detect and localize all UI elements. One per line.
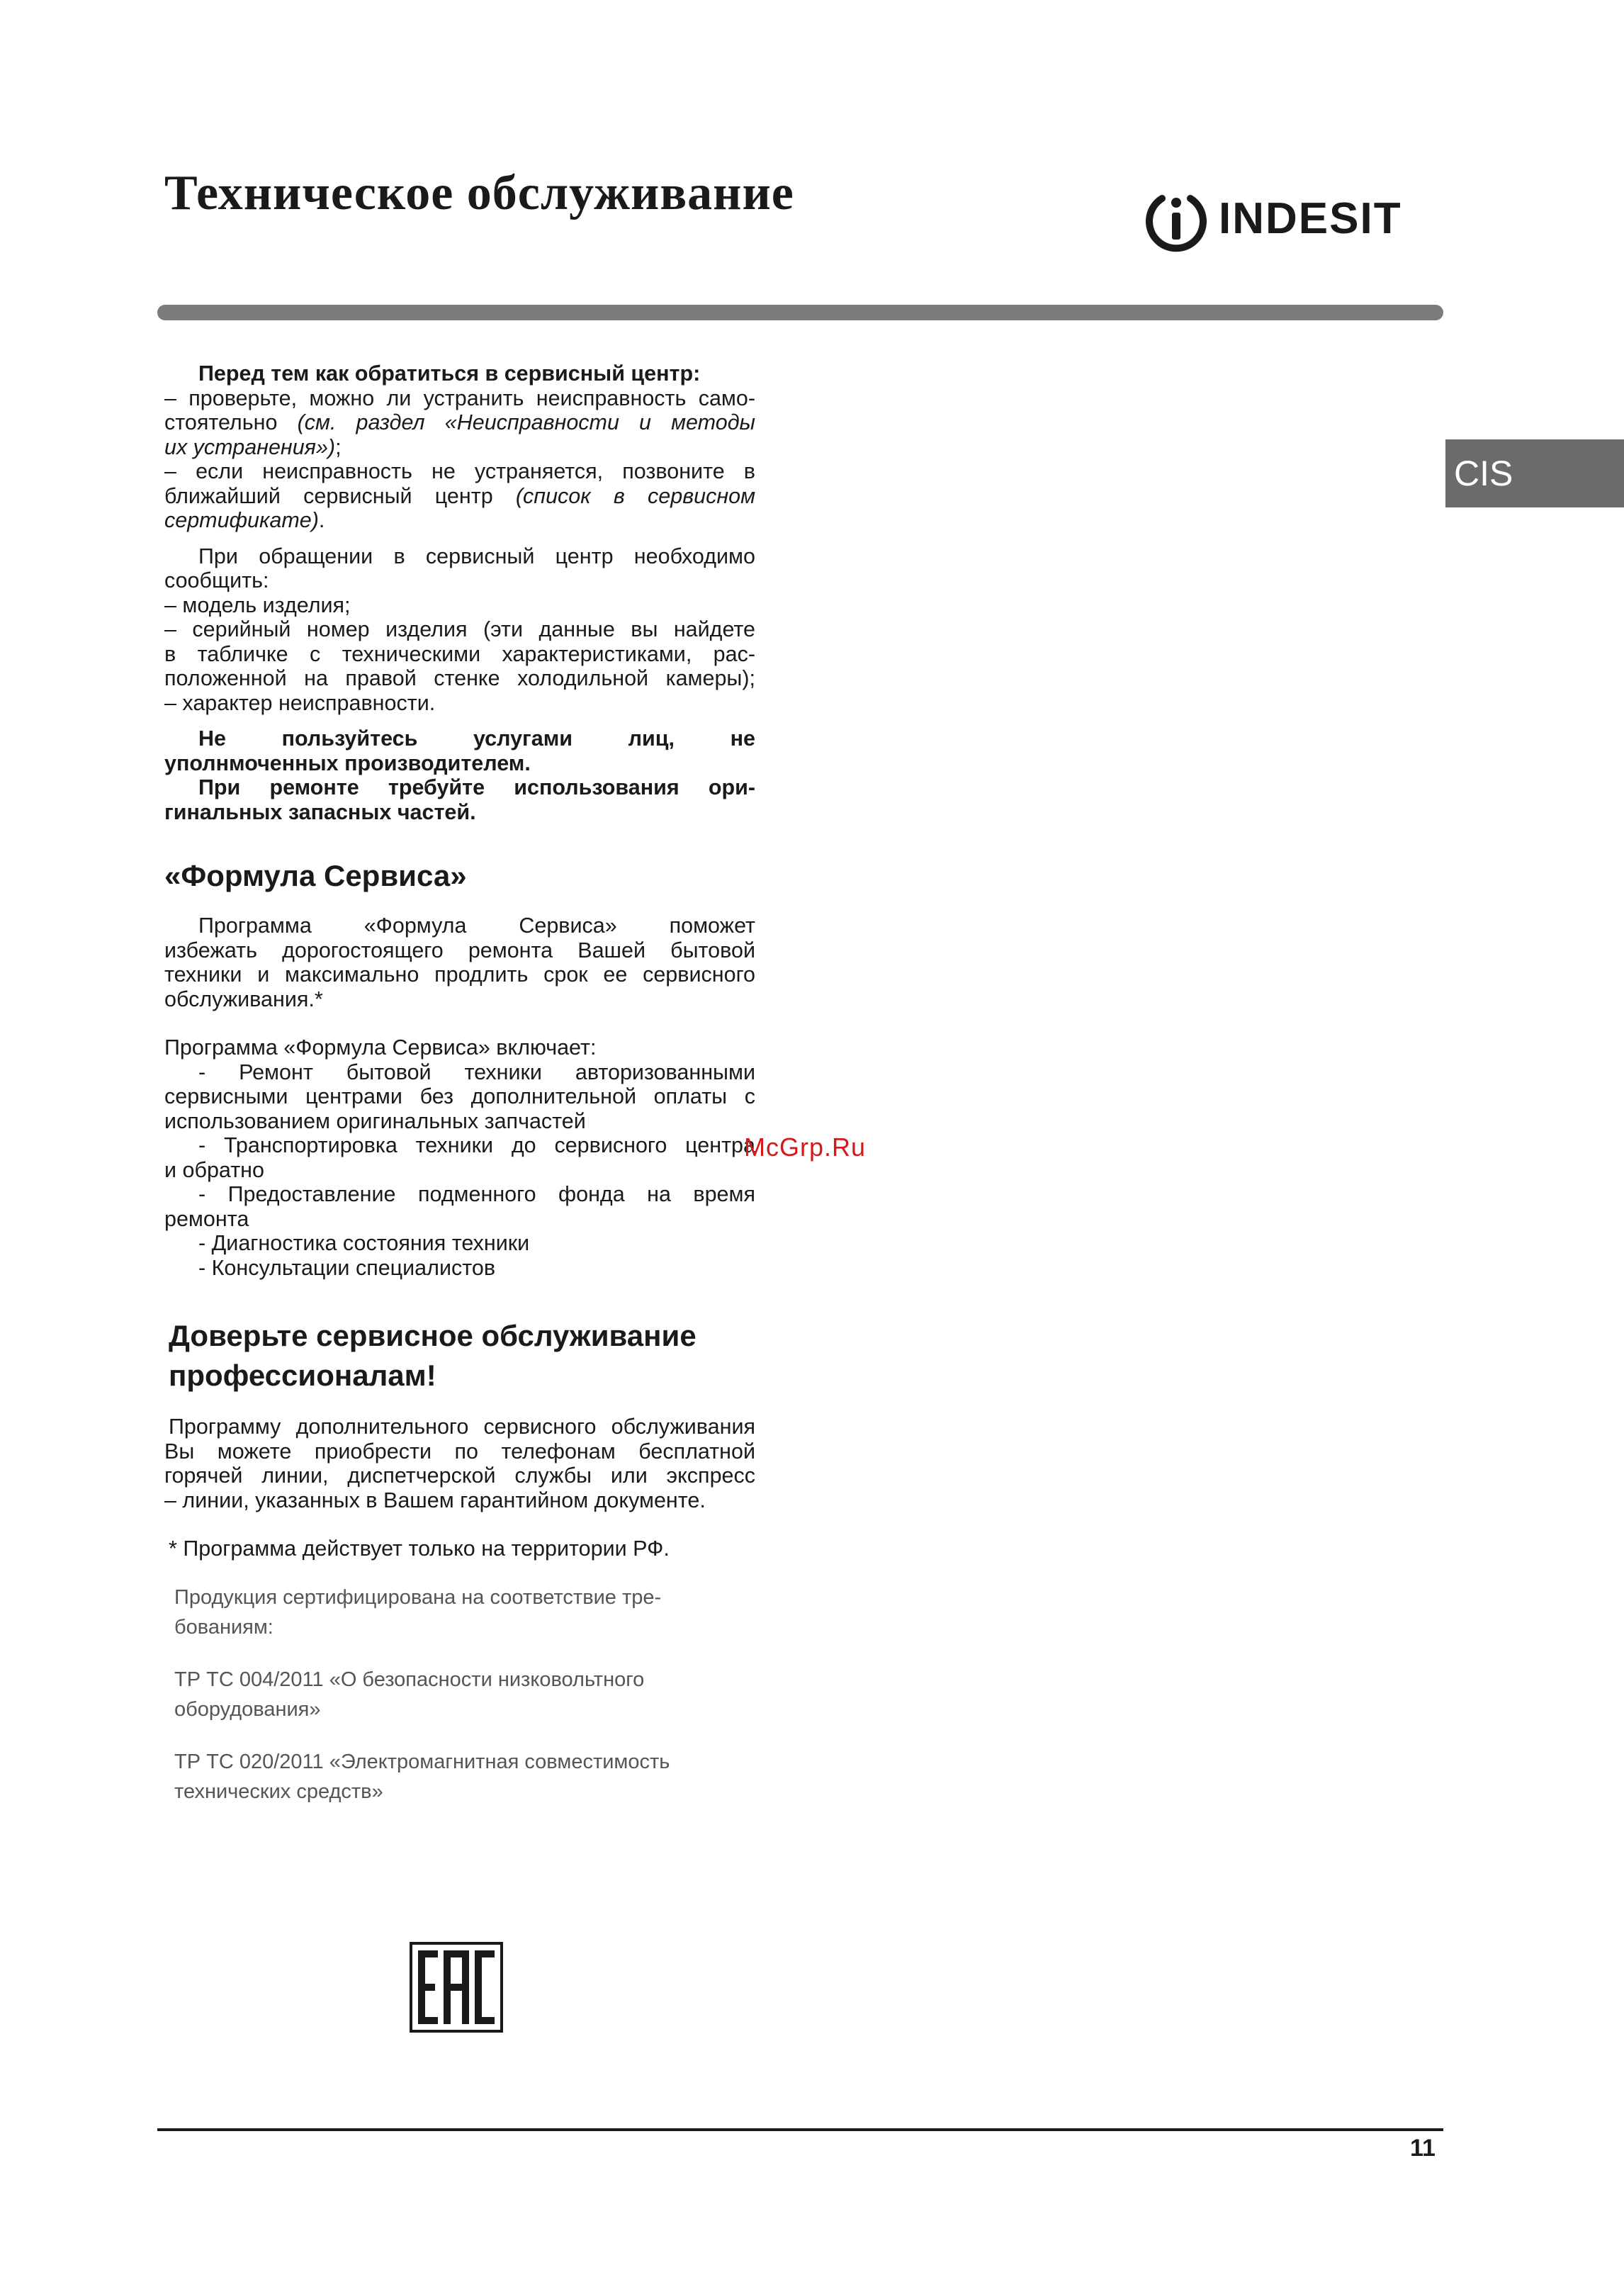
indesit-logo xyxy=(1141,183,1402,254)
formula-item: и обратно xyxy=(164,1157,264,1182)
trust-body-line: Программу дополнительного сервисного обслуживания xyxy=(169,1415,755,1439)
trust-body-line: – линии, указанных в Вашем гарантийном документе. xyxy=(164,1488,706,1512)
section1-line: их устранения»); xyxy=(164,434,342,459)
warning-line: При ремонте требуйте использования ори- xyxy=(198,775,755,799)
language-tab: CIS xyxy=(1445,439,1624,507)
brand-name: INDESIT xyxy=(1219,193,1402,243)
footnote: * Программа действует только на территории РФ. xyxy=(169,1537,670,1561)
section1-line: – если неисправность не устраняется, позвоните в xyxy=(164,459,755,483)
eac-mark-icon xyxy=(410,1942,503,2033)
section1-line: стоятельно (см. раздел «Неисправности и методы xyxy=(164,410,756,434)
header-divider xyxy=(157,305,1443,320)
indesit-power-icon xyxy=(1141,183,1212,254)
footer-divider xyxy=(157,2128,1443,2131)
formula-item: - Диагностика состояния техники xyxy=(198,1231,530,1255)
formula-intro-line: обслуживания.* xyxy=(164,987,323,1011)
trust-heading-line1: Доверьте сервисное обслуживание xyxy=(169,1319,697,1352)
cert-intro: Продукция сертифицирована на соответствие тре- бованиям: xyxy=(174,1585,662,1639)
section2-line: положенной на правой стенке холодильной камеры); xyxy=(164,666,755,690)
watermark: McGrp.Ru xyxy=(744,1133,867,1162)
formula-item: сервисными центрами без дополнительной оплаты с xyxy=(164,1084,755,1108)
page-number: 11 xyxy=(1410,2135,1436,2162)
section2-line: в табличке с техническими характеристиками, рас- xyxy=(164,641,755,666)
formula-item: - Предоставление подменного фонда на время xyxy=(198,1182,755,1206)
formula-heading: «Формула Сервиса» xyxy=(164,859,467,892)
section2-line: – модель изделия; xyxy=(164,592,351,617)
formula-item: ремонта xyxy=(164,1206,249,1231)
warning-line: гинальных запасных частей. xyxy=(164,799,476,824)
formula-item: - Транспортировка техники до сервисного центра xyxy=(198,1133,755,1157)
trust-body-line: Вы можете приобрести по телефонам бесплатной xyxy=(164,1439,755,1464)
formula-item: - Консультации специалистов xyxy=(198,1255,496,1280)
formula-item: использованием оригинальных запчастей xyxy=(164,1108,586,1133)
section2-line: – серийный номер изделия (эти данные вы найдете xyxy=(164,617,755,641)
formula-item: - Ремонт бытовой техники авторизованными xyxy=(198,1060,755,1084)
section2-line: – характер неисправности. xyxy=(164,690,436,715)
section1-line: – проверьте, можно ли устранить неисправность само- xyxy=(164,386,755,410)
warning-line: уполнмоченных производителем. xyxy=(164,751,531,775)
cert-standard-004: ТР ТС 004/2011 «О безопасности низковольтного оборудования» xyxy=(174,1668,645,1721)
formula-intro-line: техники и максимально продлить срок ее сервисного xyxy=(164,962,755,987)
warning-line: Не пользуйтесь услугами лиц, не xyxy=(198,726,755,751)
service-lead: Перед тем как обратиться в сервисный центр: xyxy=(198,361,701,386)
main-column xyxy=(164,361,755,1807)
section1-line: сертификате). xyxy=(164,508,325,532)
section2-line: При обращении в сервисный центр необходимо xyxy=(198,544,755,568)
formula-includes-label: Программа «Формула Сервиса» включает: xyxy=(164,1035,597,1060)
section2-line: сообщить: xyxy=(164,568,269,592)
formula-intro-line: Программа «Формула Сервиса» поможет xyxy=(198,914,755,938)
trust-heading-line2: профессионалам! xyxy=(169,1359,436,1392)
formula-intro-line: избежать дорогостоящего ремонта Вашей бытовой xyxy=(164,938,755,962)
trust-body-line: горячей линии, диспетчерской службы или экспресс xyxy=(164,1464,755,1488)
section1-line: ближайший сервисный центр (список в сервисном xyxy=(164,483,755,508)
page-title: Техническое обслуживание xyxy=(164,166,794,220)
cert-standard-020: ТР ТС 020/2011 «Электромагнитная совместимость технических средств» xyxy=(174,1750,670,1803)
